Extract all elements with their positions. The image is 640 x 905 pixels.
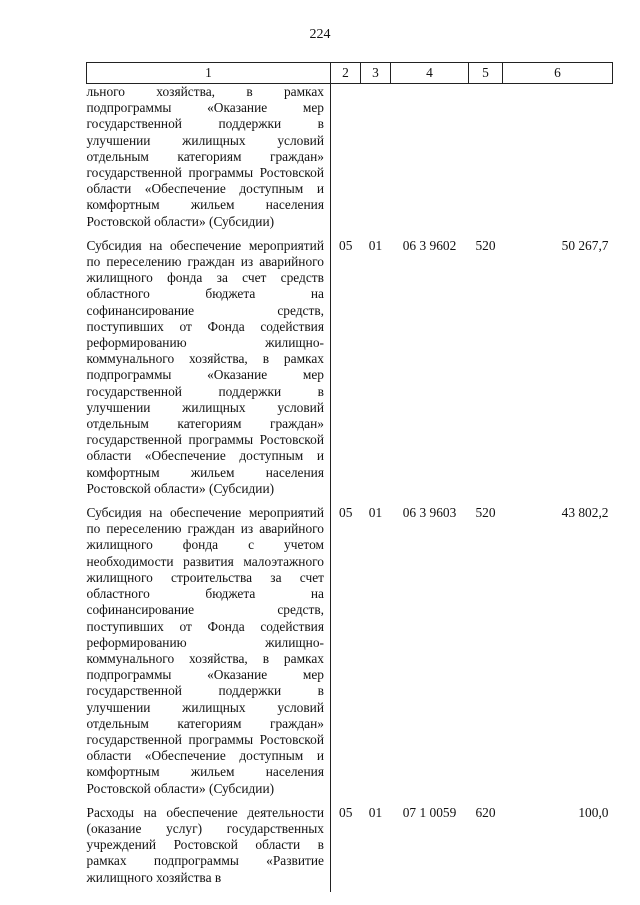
page-number: 224 <box>309 27 331 42</box>
section-code <box>331 84 361 236</box>
table-row <box>87 84 613 236</box>
table-row <box>87 503 613 803</box>
item-name: льного хозяйства, в рамках подпрограммы «Оказание мер государственной поддержки в улучшении жилищных условий отдельным категориям граждан» государственной программы Ростовской области «Обеспечение доступным и комфортным жильем населения Ростовской области» (Субсидии) <box>87 84 331 236</box>
target-article-code: 06 3 9602 <box>402 237 457 253</box>
col-header-1: 1 <box>87 63 331 84</box>
amount <box>503 84 613 236</box>
subsection-code: 01 <box>368 237 383 253</box>
item-name: Субсидия на обеспечение мероприятий по переселению граждан из аварийного жилищного фонда за счет средств областного бюджета на софинансирование средств, поступивших от Фонда содействия реформированию жилищно-коммунального хозяйства, в рамках подпрограммы «Оказание мер государственной поддержки в улучшении жилищных условий отдельным категориям граждан» государственной программы Ростовской области «Обеспечение доступным и комфортным жильем населения Ростовской области» (Субсидии) <box>87 236 331 503</box>
amount: 43 802,2 <box>561 505 609 521</box>
col-header-2: 2 <box>331 63 361 84</box>
col-header-3: 3 <box>361 63 391 84</box>
col-header-6: 6 <box>503 63 613 84</box>
section-code: 05 <box>339 804 353 820</box>
amount: 50 267,7 <box>561 237 609 253</box>
subsection-code: 01 <box>368 505 383 521</box>
table-row <box>87 803 613 892</box>
subsection-code <box>361 84 391 236</box>
target-article-code <box>391 84 469 236</box>
item-name: Расходы на обеспечение деятельности (оказание услуг) государственных учреждений Ростовской области в рамках подпрограммы «Развитие жилищного хозяйства в <box>87 803 331 892</box>
amount: 100,0 <box>578 804 609 820</box>
expense-type-code: 520 <box>475 505 496 521</box>
expense-type-code: 520 <box>475 237 496 253</box>
target-article-code: 07 1 0059 <box>402 804 457 820</box>
expense-type-code: 620 <box>475 804 496 820</box>
col-header-5: 5 <box>469 63 503 84</box>
col-header-4: 4 <box>391 63 469 84</box>
subsection-code: 01 <box>368 804 383 820</box>
expense-type-code <box>469 84 503 236</box>
item-name: Субсидия на обеспечение мероприятий по переселению граждан из аварийного жилищного фонда с учетом необходимости развития малоэтажного жилищного строительства за счет областного бюджета на софинансирование средств, поступивших от Фонда содействия реформированию жилищно-коммунального хозяйства, в рамках подпрограммы «Оказание мер государственной поддержки в улучшении жилищных условий отдельным категориям граждан» государственной программы Ростовской области «Обеспечение доступным и комфортным жильем населения Ростовской области» (Субсидии) <box>87 503 331 803</box>
target-article-code: 06 3 9603 <box>402 505 457 521</box>
header-row <box>87 63 613 84</box>
section-code: 05 <box>339 505 353 521</box>
section-code: 05 <box>339 237 353 253</box>
budget-table <box>86 62 613 892</box>
table-row <box>87 236 613 503</box>
